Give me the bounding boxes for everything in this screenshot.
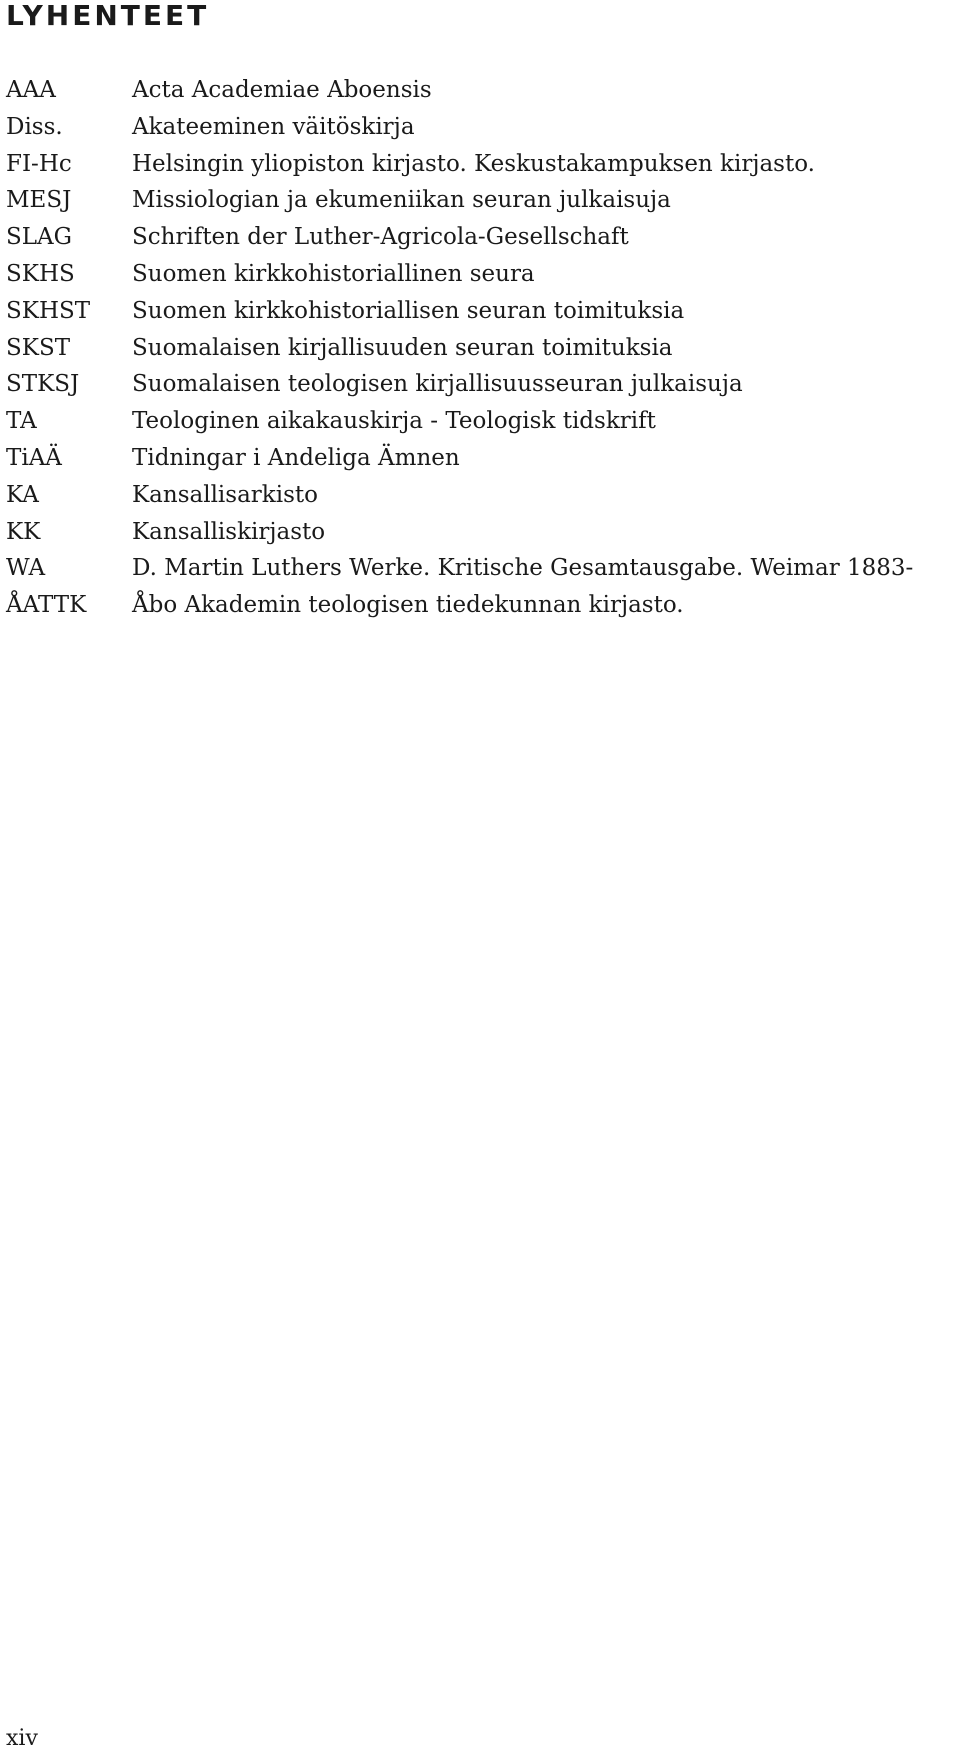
- abbreviation-description: Teologinen aikakauskirja - Teologisk tidskrift: [132, 408, 656, 435]
- page-number: xiv: [6, 1726, 38, 1751]
- abbreviation-row: [6, 256, 956, 293]
- abbreviation-code: SKST: [6, 334, 71, 361]
- abbreviation-description: Acta Academiae Aboensis: [132, 77, 432, 103]
- abbreviation-code: SKHS: [6, 260, 75, 287]
- abbreviation-row: [6, 72, 956, 109]
- abbreviation-code: SLAG: [6, 224, 73, 251]
- abbreviation-row: [6, 182, 956, 219]
- abbreviation-description: Schriften der Luther-Agricola-Gesellschaft: [132, 224, 629, 251]
- abbreviation-description: Tidningar i Andeliga Ämnen: [132, 444, 460, 471]
- abbreviation-description: Åbo Akademin teologisen tiedekunnan kirjasto.: [132, 592, 684, 619]
- abbreviation-code: WA: [6, 555, 46, 582]
- abbreviation-row: [6, 477, 956, 514]
- abbreviation-description: Kansallisarkisto: [132, 481, 318, 508]
- abbreviation-description: Suomen kirkkohistoriallisen seuran toimituksia: [132, 297, 685, 324]
- abbreviation-code: FI-Hc: [6, 150, 72, 177]
- abbreviation-row: [6, 403, 956, 440]
- abbreviation-code: STKSJ: [6, 371, 80, 398]
- abbreviation-row: [6, 330, 956, 367]
- abbreviation-description: Helsingin yliopiston kirjasto. Keskustakampuksen kirjasto.: [132, 150, 815, 177]
- abbreviation-row: [6, 146, 956, 183]
- abbreviation-description: Missiologian ja ekumeniikan seuran julkaisuja: [132, 187, 671, 214]
- abbreviation-code: KK: [6, 518, 41, 545]
- abbreviation-code: MESJ: [6, 187, 72, 214]
- abbreviation-description: Kansalliskirjasto: [132, 518, 326, 545]
- abbreviation-description: Suomen kirkkohistoriallinen seura: [132, 260, 535, 287]
- abbreviation-description: Suomalaisen kirjallisuuden seuran toimituksia: [132, 334, 673, 361]
- abbreviation-row: [6, 514, 956, 551]
- abbreviation-list: [6, 72, 956, 624]
- abbreviation-code: TiAÄ: [6, 444, 62, 471]
- abbreviation-row: [6, 219, 956, 256]
- abbreviation-code: KA: [6, 481, 39, 508]
- abbreviation-code: SKHST: [6, 297, 91, 324]
- abbreviation-description: D. Martin Luthers Werke. Kritische Gesamtausgabe. Weimar 1883-: [132, 555, 914, 582]
- abbreviation-description: Suomalaisen teologisen kirjallisuusseuran julkaisuja: [132, 371, 743, 398]
- page-title: LYHENTEET: [6, 0, 210, 32]
- abbreviation-row: [6, 293, 956, 330]
- abbreviation-row: [6, 109, 956, 146]
- abbreviation-code: ÅATTK: [6, 592, 87, 619]
- abbreviation-description: Akateeminen väitöskirja: [132, 113, 415, 140]
- abbreviation-code: TA: [6, 408, 37, 435]
- abbreviation-code: Diss.: [6, 113, 63, 140]
- abbreviation-row: [6, 587, 956, 624]
- abbreviation-row: [6, 366, 956, 403]
- abbreviation-row: [6, 550, 956, 587]
- abbreviation-row: [6, 440, 956, 477]
- abbreviation-code: AAA: [6, 77, 56, 103]
